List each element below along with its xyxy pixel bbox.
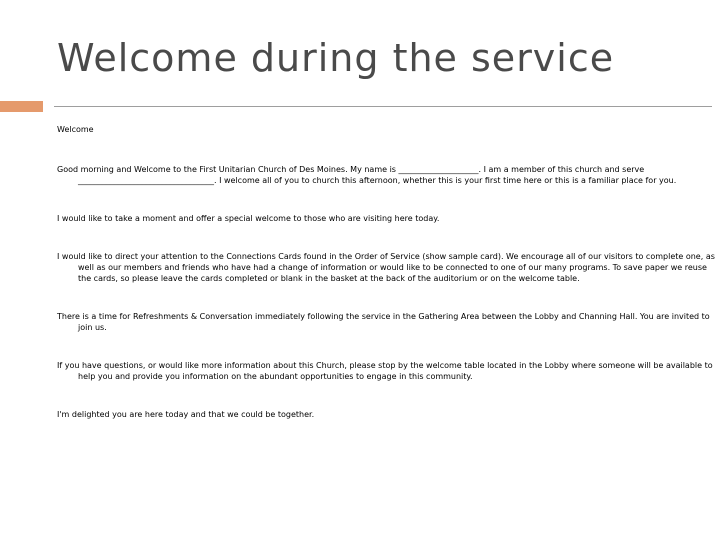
slide-title: Welcome during the service	[57, 36, 615, 80]
slide-body	[57, 124, 717, 447]
body-paragraph-visitor-welcome: I would like to take a moment and offer a special welcome to those who are visiting here today.	[57, 214, 440, 223]
body-paragraph-refreshments: There is a time for Refreshments & Conversation immediately following the service in the Gathering Area between the Lobby and Channing Hall. You are invited to join us.	[57, 312, 710, 332]
body-paragraph-closing: I'm delighted you are here today and that we could be together.	[57, 410, 315, 419]
body-paragraph-questions: If you have questions, or would like more information about this Church, please stop by the welcome table located in the Lobby where someone will be available to help you and provide you information on the abundant opportunities to engage in this community.	[57, 361, 713, 381]
body-heading: Welcome	[57, 125, 94, 134]
body-paragraph-connections-cards: I would like to direct your attention to the Connections Cards found in the Order of Service (show sample card). We encourage all of our visitors to complete one, as well as our members and friends who have had a change of information or would like to be connected to one of our many programs. To save paper we reuse the cards, so please leave the cards completed or blank in the basket at the back of the auditorium or on the welcome table.	[57, 252, 715, 283]
body-paragraph-greeting: Good morning and Welcome to the First Unitarian Church of Des Moines. My name is ____________________. I am a member of this church and serve __________________________________. I welcome all of you to church this afternoon, whether this is your first time here or this is a familiar place for you.	[57, 165, 677, 185]
title-divider-line	[54, 106, 712, 107]
title-accent-bar	[0, 101, 43, 112]
